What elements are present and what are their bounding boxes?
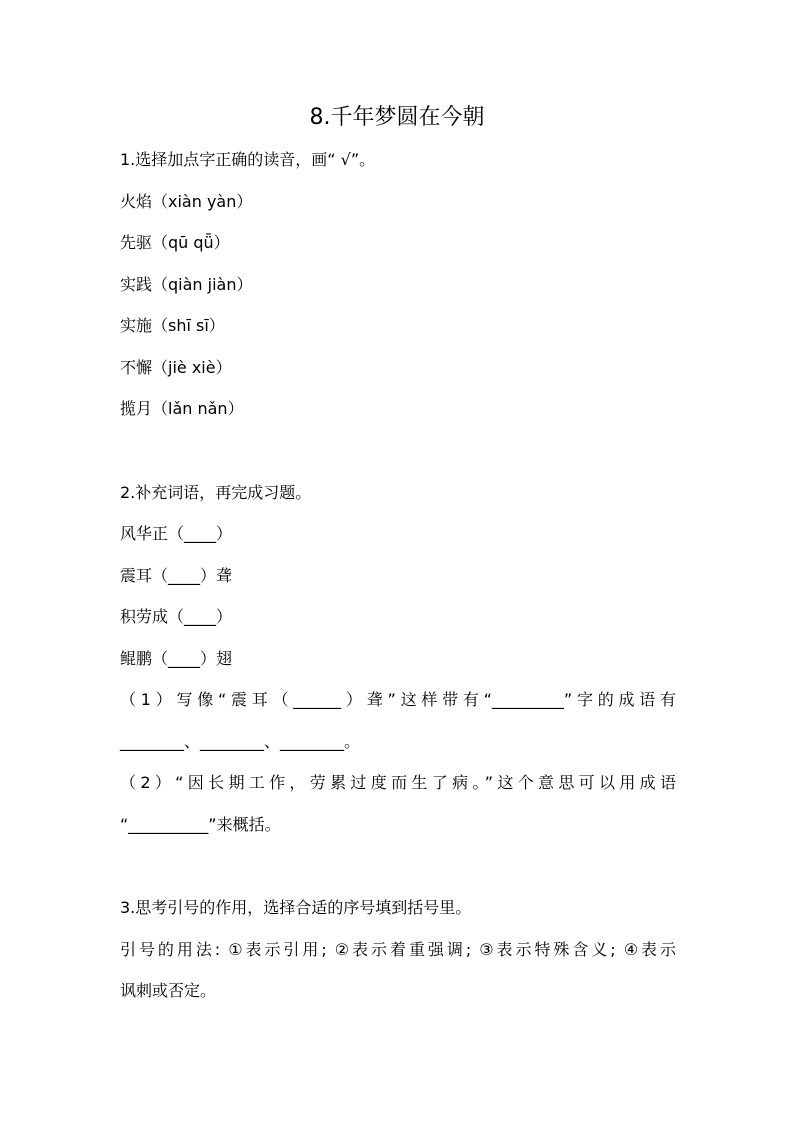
q2-heading: 2.补充词语，再完成习题。: [120, 483, 312, 502]
q2-sub1-line1: （1）写像“震耳（______）聋”这样带有“_________”字的成语有: [120, 690, 676, 709]
q2-sub2-line1: （2）“因长期工作，劳累过度而生了病。”这个意思可以用成语: [120, 773, 676, 792]
q1-heading: 1.选择加点字正确的读音，画“ √”。: [120, 150, 376, 169]
q1-item-6: 揽月（lǎn nǎn）: [120, 399, 244, 418]
q1-item-4: 实施（shī sī）: [120, 316, 225, 335]
q3-usage-line2: 讽刺或否定。: [120, 981, 217, 1000]
q2-sub1-line2: ________、________、________。: [120, 732, 361, 751]
q3-usage-line1: 引号的用法: ①表示引用; ②表示着重强调; ③表示特殊含义; ④表示: [120, 940, 676, 959]
page-title: 8.千年梦圆在今朝: [309, 105, 485, 130]
q2-item-2: 震耳（____）聋: [120, 566, 233, 585]
q2-item-4: 鲲鹏（____）翅: [120, 649, 233, 668]
q1-item-3: 实践（qiàn jiàn）: [120, 275, 253, 294]
q1-item-1: 火焰（xiàn yàn）: [120, 192, 253, 211]
q2-item-1: 风华正（____）: [120, 524, 233, 543]
q2-item-3: 积劳成（____）: [120, 607, 233, 626]
q3-heading: 3.思考引号的作用，选择合适的序号填到括号里。: [120, 898, 472, 917]
q2-sub2-line2: “__________”来概括。: [120, 815, 281, 834]
q1-item-2: 先驱（qū qǖ）: [120, 233, 230, 252]
q1-item-5: 不懈（jiè xiè）: [120, 358, 232, 377]
